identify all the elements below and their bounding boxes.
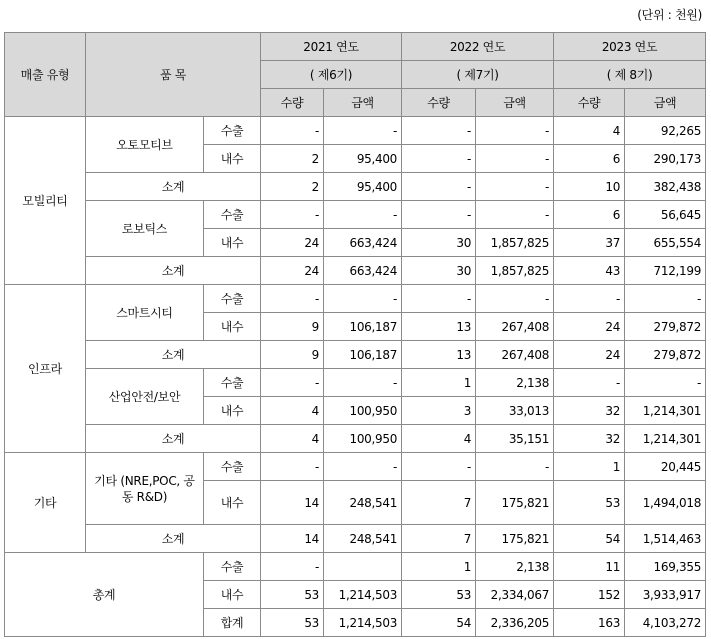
table-row (5, 369, 706, 397)
header-term-6: ( 제6기) (261, 61, 402, 89)
cell: 163 (554, 609, 625, 637)
cell: 382,438 (625, 173, 706, 201)
cell: 1,857,825 (476, 229, 554, 257)
cell: 267,408 (476, 313, 554, 341)
cell: 1 (554, 453, 625, 481)
cell: 267,408 (476, 341, 554, 369)
unit-label: (단위 : 천원) (637, 8, 702, 22)
cell: 14 (261, 525, 324, 553)
cell: 9 (261, 313, 324, 341)
group-infra: 인프라 (5, 285, 86, 453)
cell: - (324, 285, 402, 313)
cell: - (554, 369, 625, 397)
cell: 2 (261, 145, 324, 173)
cell: - (402, 453, 476, 481)
header-year-2021: 2021 연도 (261, 33, 402, 61)
cell (324, 553, 402, 581)
header-amt: 금액 (476, 89, 554, 117)
cell: - (625, 369, 706, 397)
cell: 24 (261, 257, 324, 285)
cell: 2,138 (476, 369, 554, 397)
kind: 수출 (204, 285, 261, 313)
subtotal-label: 소계 (86, 257, 261, 285)
table-row-subtotal (5, 173, 706, 201)
table-row-subtotal (5, 257, 706, 285)
cell: - (476, 145, 554, 173)
cell: 1,494,018 (625, 481, 706, 525)
cell: 35,151 (476, 425, 554, 453)
table-row (5, 453, 706, 481)
header-year-2022: 2022 연도 (402, 33, 554, 61)
cell: 2,336,205 (476, 609, 554, 637)
kind: 내수 (204, 145, 261, 173)
cell: - (476, 117, 554, 145)
table-row-subtotal (5, 425, 706, 453)
cell: 106,187 (324, 341, 402, 369)
cell: 655,554 (625, 229, 706, 257)
cell: 4 (402, 425, 476, 453)
cell: 1,857,825 (476, 257, 554, 285)
kind: 내수 (204, 397, 261, 425)
cell: 2,138 (476, 553, 554, 581)
cell: 152 (554, 581, 625, 609)
cell: 53 (261, 609, 324, 637)
cell: - (402, 117, 476, 145)
cell: 11 (554, 553, 625, 581)
cell: 24 (554, 341, 625, 369)
cell: - (324, 201, 402, 229)
product-name: 로보틱스 (86, 201, 204, 257)
header-item: 품 목 (86, 33, 261, 117)
header-qty: 수량 (554, 89, 625, 117)
header-amt: 금액 (625, 89, 706, 117)
cell: 43 (554, 257, 625, 285)
table-row-subtotal (5, 525, 706, 553)
cell: 33,013 (476, 397, 554, 425)
cell: - (554, 285, 625, 313)
cell: 7 (402, 481, 476, 525)
cell: - (402, 145, 476, 173)
cell: 92,265 (625, 117, 706, 145)
table-row (5, 553, 706, 581)
group-total: 총계 (5, 553, 204, 637)
cell: - (476, 285, 554, 313)
cell: - (402, 285, 476, 313)
product-name: 기타 (NRE,POC, 공동 R&D) (86, 453, 204, 525)
cell: - (625, 285, 706, 313)
subtotal-label: 소계 (86, 525, 261, 553)
cell: 1,214,503 (324, 581, 402, 609)
cell: 2,334,067 (476, 581, 554, 609)
cell: 4 (261, 425, 324, 453)
cell: 6 (554, 145, 625, 173)
cell: 56,645 (625, 201, 706, 229)
kind: 수출 (204, 369, 261, 397)
kind: 수출 (204, 453, 261, 481)
cell: - (324, 453, 402, 481)
cell: - (261, 553, 324, 581)
cell: 1,214,301 (625, 425, 706, 453)
cell: 1,214,301 (625, 397, 706, 425)
cell: 24 (261, 229, 324, 257)
cell: - (476, 453, 554, 481)
cell: 13 (402, 341, 476, 369)
cell: 248,541 (324, 525, 402, 553)
kind: 수출 (204, 553, 261, 581)
cell: 279,872 (625, 313, 706, 341)
kind: 합계 (204, 609, 261, 637)
cell: - (402, 173, 476, 201)
cell: 14 (261, 481, 324, 525)
cell: - (261, 285, 324, 313)
cell: 4 (261, 397, 324, 425)
cell: 53 (402, 581, 476, 609)
group-other: 기타 (5, 453, 86, 553)
header-term-7: ( 제7기) (402, 61, 554, 89)
cell: 10 (554, 173, 625, 201)
cell: 3 (402, 397, 476, 425)
header-amt: 금액 (324, 89, 402, 117)
cell: 290,173 (625, 145, 706, 173)
cell: 1 (402, 553, 476, 581)
kind: 내수 (204, 481, 261, 525)
cell: 24 (554, 313, 625, 341)
table-row-subtotal (5, 341, 706, 369)
cell: 54 (402, 609, 476, 637)
cell: 20,445 (625, 453, 706, 481)
cell: 663,424 (324, 257, 402, 285)
cell: 32 (554, 425, 625, 453)
cell: - (324, 369, 402, 397)
cell: 95,400 (324, 173, 402, 201)
cell: 9 (261, 341, 324, 369)
cell: 100,950 (324, 397, 402, 425)
group-mobility: 모빌리티 (5, 117, 86, 285)
cell: 53 (554, 481, 625, 525)
cell: 1 (402, 369, 476, 397)
cell: 2 (261, 173, 324, 201)
cell: 54 (554, 525, 625, 553)
cell: 7 (402, 525, 476, 553)
header-qty: 수량 (261, 89, 324, 117)
kind: 내수 (204, 581, 261, 609)
table-row (5, 285, 706, 313)
cell: 1,514,463 (625, 525, 706, 553)
cell: 95,400 (324, 145, 402, 173)
cell: 32 (554, 397, 625, 425)
cell: 175,821 (476, 525, 554, 553)
header-qty: 수량 (402, 89, 476, 117)
subtotal-label: 소계 (86, 341, 261, 369)
cell: 4,103,272 (625, 609, 706, 637)
kind: 내수 (204, 313, 261, 341)
cell: - (261, 201, 324, 229)
cell: - (261, 117, 324, 145)
cell: 6 (554, 201, 625, 229)
kind: 수출 (204, 201, 261, 229)
cell: - (476, 173, 554, 201)
cell: 663,424 (324, 229, 402, 257)
product-name: 스마트시티 (86, 285, 204, 341)
product-name: 오토모티브 (86, 117, 204, 173)
cell: 30 (402, 257, 476, 285)
cell: 30 (402, 229, 476, 257)
cell: 1,214,503 (324, 609, 402, 637)
header-type: 매출 유형 (5, 33, 86, 117)
header-year-2023: 2023 연도 (554, 33, 706, 61)
cell: 175,821 (476, 481, 554, 525)
subtotal-label: 소계 (86, 425, 261, 453)
cell: - (324, 117, 402, 145)
cell: 100,950 (324, 425, 402, 453)
kind: 수출 (204, 117, 261, 145)
cell: - (476, 201, 554, 229)
kind: 내수 (204, 229, 261, 257)
cell: 106,187 (324, 313, 402, 341)
subtotal-label: 소계 (86, 173, 261, 201)
cell: 279,872 (625, 341, 706, 369)
cell: 3,933,917 (625, 581, 706, 609)
cell: - (261, 453, 324, 481)
cell: 712,199 (625, 257, 706, 285)
sales-table (4, 32, 706, 637)
table-row (5, 117, 706, 145)
cell: 248,541 (324, 481, 402, 525)
cell: 13 (402, 313, 476, 341)
cell: - (402, 201, 476, 229)
table-row (5, 201, 706, 229)
product-name: 산업안전/보안 (86, 369, 204, 425)
cell: 37 (554, 229, 625, 257)
cell: - (261, 369, 324, 397)
cell: 53 (261, 581, 324, 609)
header-term-8: ( 제 8기) (554, 61, 706, 89)
cell: 4 (554, 117, 625, 145)
cell: 169,355 (625, 553, 706, 581)
